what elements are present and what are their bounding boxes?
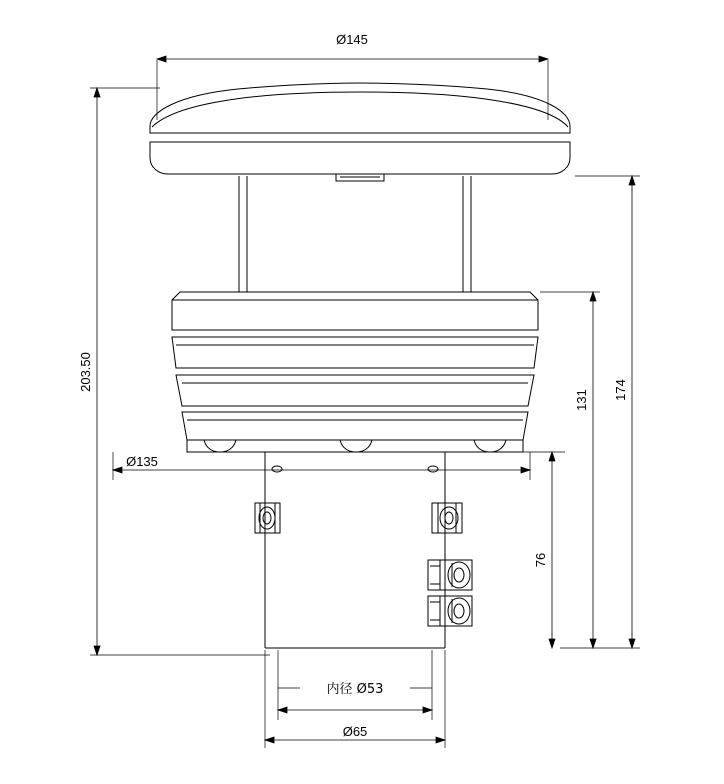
- mounting-base-plate: [187, 440, 523, 452]
- support-posts: [239, 176, 471, 292]
- dim-lower-height: 76: [533, 552, 548, 568]
- radiation-shield-stack: [172, 292, 538, 440]
- dim-top-diameter: Ø145: [336, 32, 368, 47]
- right-connector-upper: [432, 503, 462, 533]
- left-connector: [255, 503, 280, 533]
- dim-inner-diameter: 内径 Ø53: [326, 682, 384, 697]
- dim-mid-height: 131: [574, 389, 589, 411]
- lower-body: [265, 452, 445, 648]
- right-connector-middle: [428, 560, 472, 590]
- dim-outer-diameter: Ø65: [342, 724, 368, 739]
- top-cap-outline: [150, 83, 570, 181]
- dim-overall-height: 203.50: [78, 352, 93, 392]
- right-connector-lower: [428, 596, 472, 626]
- dim-mount-diameter: Ø135: [126, 454, 158, 469]
- dim-upper-height: 174: [613, 379, 628, 401]
- extension-lines: [90, 60, 640, 748]
- dimension-lines: [94, 56, 635, 743]
